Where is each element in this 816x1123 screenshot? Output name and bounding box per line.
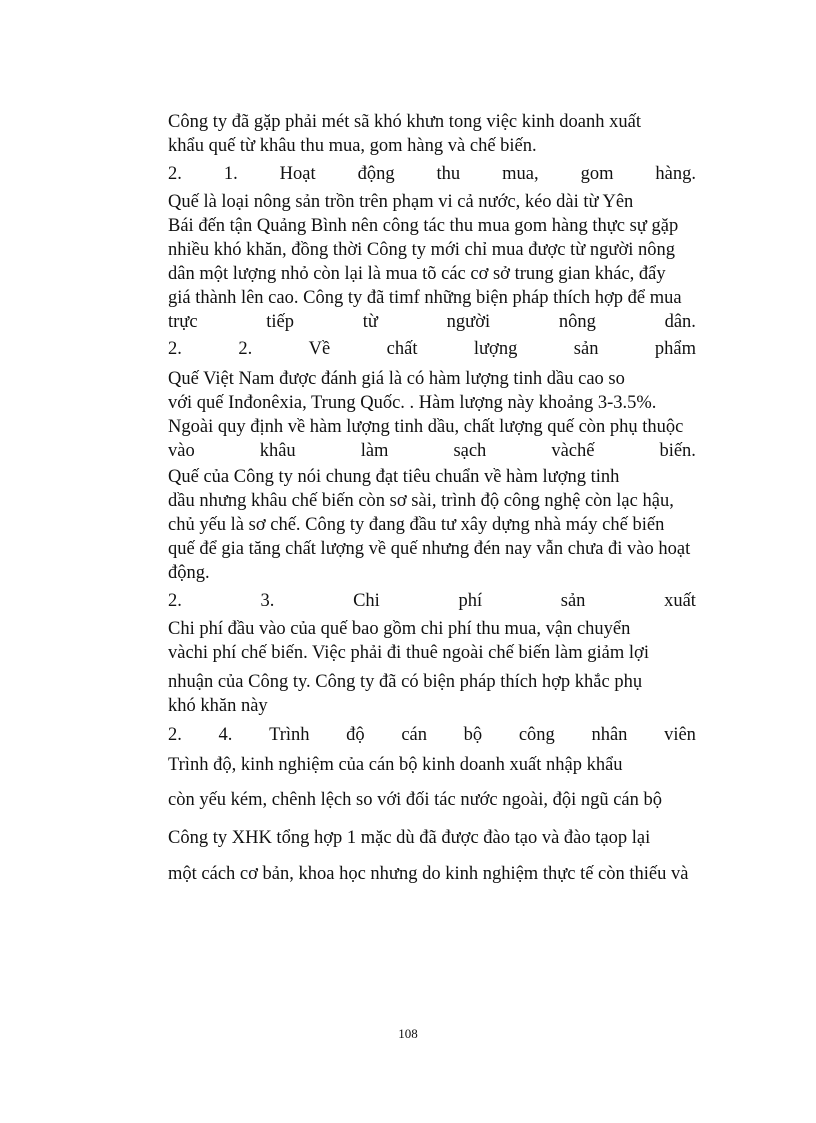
paragraph-line: Công ty đã gặp phải mét sã khó khưn tong việc kinh doanh xuất [168,112,641,132]
paragraph-line: Chi phí đầu vào của quế bao gồm chi phí thu mua, vận chuyển [168,619,631,639]
paragraph-line: giá thành lên cao. Công ty đã timf những biện pháp thích hợp để mua [168,288,682,308]
paragraph-line: động. [168,563,210,583]
page-number: 108 [398,1026,418,1041]
paragraph-line: nhuận của Công ty. Công ty đã có biện pháp thích hợp khắc phụ [168,672,643,692]
paragraph-line: Quế Việt Nam được đánh giá là có hàm lượng tinh dầu cao so [168,369,625,389]
paragraph-line: một cách cơ bản, khoa học nhưng do kinh nghiệm thực tế còn thiếu và [168,864,689,884]
paragraph-line: Bái đến tận Quảng Bình nên công tác thu mua gom hàng thực sự gặp [168,216,679,236]
section-heading-2-1: 2. 1. Hoạt động thu mua, gom hàng. [168,164,696,184]
paragraph-line: dầu nhưng khâu chế biến còn sơ sài, trình độ công nghệ còn lạc hậu, [168,491,674,511]
paragraph-line: quế để gia tăng chất lượng về quế nhưng đén nay vẫn chưa đi vào hoạt [168,539,691,559]
paragraph-line: với quế Inđonêxia, Trung Quốc. . Hàm lượng này khoảng 3-3.5%. [168,393,657,413]
paragraph-line: Ngoài quy định về hàm lượng tinh dầu, chất lượng quế còn phụ thuộc [168,417,684,437]
paragraph-line: Trình độ, kinh nghiệm của cán bộ kinh doanh xuất nhập khẩu [168,755,623,775]
paragraph-line: vàchi phí chế biến. Việc phải đi thuê ngoài chế biến làm giảm lợi [168,643,649,663]
paragraph-line: nhiều khó khăn, đồng thời Công ty mới chỉ mua được từ người nông [168,240,676,260]
paragraph-line-justified: trực tiếp từ người nông dân. [168,312,696,332]
paragraph-line: Công ty XHK tổng hợp 1 mặc dù đã được đào tạo và đào tạop lại [168,828,651,848]
paragraph-line: khẩu quế từ khâu thu mua, gom hàng và chế biến. [168,136,537,156]
paragraph-line: khó khăn này [168,696,268,716]
paragraph-line: còn yếu kém, chênh lệch so với đối tác nước ngoài, đội ngũ cán bộ [168,790,663,810]
paragraph-line: dân một lượng nhỏ còn lại là mua tõ các cơ sở trung gian khác, đẩy [168,264,666,284]
section-heading-2-4: 2. 4. Trình độ cán bộ công nhân viên [168,725,696,745]
section-heading-2-3: 2. 3. Chi phí sản xuất [168,591,696,611]
paragraph-line: chủ yếu là sơ chế. Công ty đang đầu tư xây dựng nhà máy chế biến [168,515,665,535]
paragraph-line: Quế của Công ty nói chung đạt tiêu chuẩn về hàm lượng tinh [168,467,620,487]
paragraph-line: Quế là loại nông sản trồn trên phạm vi cả nước, kéo dài từ Yên [168,192,634,212]
paragraph-line-justified: vào khâu làm sạch vàchế biến. [168,441,696,461]
section-heading-2-2: 2. 2. Về chất lượng sản phẩm [168,339,696,359]
